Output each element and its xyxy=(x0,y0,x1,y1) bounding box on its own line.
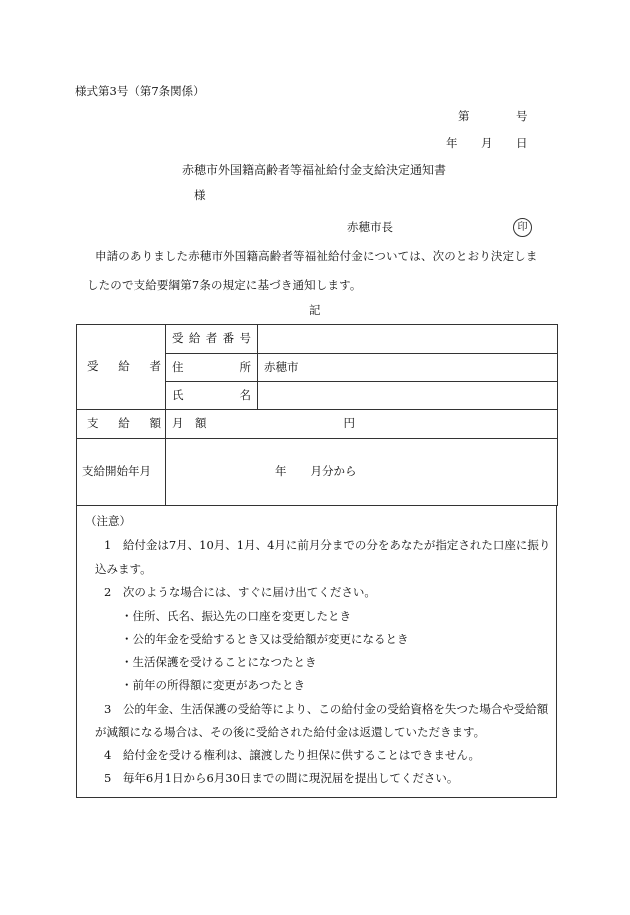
name-field[interactable] xyxy=(258,382,558,410)
recipient-number-label-cell xyxy=(166,325,258,354)
amount-label-char: 給 xyxy=(118,416,130,431)
document-title: 赤穂市外国籍高齢者等福祉給付金支給決定通知書 xyxy=(182,163,447,177)
addressee-suffix: 様 xyxy=(194,188,206,202)
amount-label-cell xyxy=(77,410,166,439)
recipient-label-char: 給 xyxy=(118,359,130,374)
note-item-5: 5 毎年6月1日から6月30日までの間に現況届を提出してください。 xyxy=(104,771,459,785)
seal-mark: 印 xyxy=(513,218,532,237)
note-bullet: ・公的年金を受給するとき又は受給額が変更になるとき xyxy=(121,632,409,646)
monthly-amount-label: 月 額 xyxy=(172,416,207,431)
start-month-from-text: 月分から xyxy=(310,464,357,479)
note-item-3-line-1: 3 公的年金、生活保護の受給等により、この給付金の受給資格を失つた場合や受給額 xyxy=(104,702,549,716)
notes-heading: （注意） xyxy=(85,514,131,528)
note-bullet: ・住所、氏名、振込先の口座を変更したとき xyxy=(121,609,351,623)
address-label-char: 住 xyxy=(172,359,184,374)
recipient-number-label-char: 番 xyxy=(222,331,235,346)
note-item-2: 2 次のような場合には、すぐに届け出てください。 xyxy=(104,585,376,599)
recipient-number-label-char: 給 xyxy=(188,331,201,346)
date-month-label: 月 xyxy=(481,136,493,150)
body-text-line-1: 申請のありました赤穂市外国籍高齢者等福祉給付金については、次のとおり決定しま xyxy=(95,249,538,263)
address-label-cell xyxy=(166,354,258,382)
amount-field[interactable] xyxy=(166,410,558,439)
name-label-char: 氏 xyxy=(172,387,184,402)
issuer-name: 赤穂市長 xyxy=(347,220,393,234)
start-year-unit: 年 xyxy=(275,464,287,479)
note-bullet: ・生活保護を受けることになつたとき xyxy=(121,655,317,669)
recipient-number-label-char: 者 xyxy=(205,331,218,346)
notes-box xyxy=(76,505,557,798)
amount-label-char: 額 xyxy=(149,416,161,431)
address-label-char: 所 xyxy=(239,359,251,374)
name-label-cell xyxy=(166,382,258,410)
recipient-number-label-char: 受 xyxy=(172,331,184,346)
name-label-char: 名 xyxy=(239,387,251,402)
body-text-line-2: したので支給要綱第7条の規定に基づき通知します。 xyxy=(87,278,362,292)
recipient-number-label-char: 号 xyxy=(239,331,251,346)
recipient-number-field[interactable] xyxy=(258,325,558,354)
note-bullet: ・前年の所得額に変更があつたとき xyxy=(121,678,305,692)
document-number-suffix: 号 xyxy=(516,109,528,123)
date-day-label: 日 xyxy=(516,136,528,150)
date-year-label: 年 xyxy=(446,136,458,150)
note-item-1-line-2: 込みます。 xyxy=(95,562,152,576)
recipient-label-cell xyxy=(77,325,166,410)
start-month-field[interactable] xyxy=(166,439,558,506)
benefit-info-table xyxy=(76,324,558,506)
address-field[interactable] xyxy=(258,354,558,382)
yen-unit: 円 xyxy=(343,416,355,431)
form-number: 様式第3号（第7条関係） xyxy=(75,84,205,98)
document-number-prefix: 第 xyxy=(458,109,470,123)
address-value: 赤穂市 xyxy=(264,359,299,374)
start-month-label: 支給開始年月 xyxy=(82,464,151,479)
ki-heading: 記 xyxy=(309,303,321,317)
recipient-label-char: 者 xyxy=(149,359,161,374)
note-item-3-line-2: が減額になる場合は、その後に受給された給付金は返還していただきます。 xyxy=(95,725,486,739)
start-month-label-cell xyxy=(77,439,166,506)
note-item-1-line-1: 1 給付金は7月、10月、1月、4月に前月分までの分をあなたが指定された口座に振り xyxy=(104,538,551,552)
amount-label-char: 支 xyxy=(87,416,99,431)
recipient-label-char: 受 xyxy=(87,359,99,374)
note-item-4: 4 給付金を受ける権利は、譲渡したり担保に供することはできません。 xyxy=(104,748,481,762)
